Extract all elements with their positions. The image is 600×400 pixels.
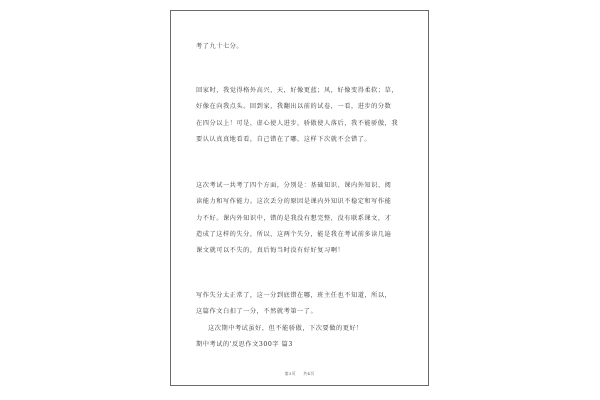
text-line: 课文就可以不失的，真后悔当时没有好好复习啊！ bbox=[196, 247, 345, 254]
text-line: 好像在向我点头。回到家，我翻出以前的试卷，一看，进步的分数 bbox=[196, 103, 392, 110]
text-line: 在四分以上！可是，虚心使人进步，骄傲使人落后，我不能骄傲，我 bbox=[196, 120, 399, 127]
text-line: 这篇作文白扣了一分，不然就考第一了。 bbox=[196, 308, 318, 315]
text-line: 力不好。课内外知识中，错的是我没有想完整，没有联系课文，才 bbox=[196, 215, 392, 222]
page-number: 第3页 bbox=[284, 371, 296, 376]
text-line: 读能力和写作能力。这次丢分的原因是课内外知识不稳定和写作能 bbox=[196, 198, 392, 205]
text-line: 考了九十七分。 bbox=[196, 43, 244, 50]
text-line: 写作失分太正常了，这一分到底错在哪，班主任也不知道，所以， bbox=[196, 292, 392, 299]
page-footer bbox=[171, 371, 428, 377]
document-page bbox=[170, 10, 429, 386]
text-line: 造成了这样的失分，所以，这两个失分，能是我在考试前多读几遍 bbox=[196, 231, 392, 238]
text-line: 这次考试一共考了四个方面，分别是：基础知识、课内外知识、阅 bbox=[196, 182, 392, 189]
text-line: 这次期中考试虽好，但不能骄傲，下次要做的更好！ bbox=[208, 325, 363, 332]
page-total: 共4页 bbox=[303, 371, 315, 376]
text-line: 要认认真真地看看，自己错在了哪，这样下次就不会错了。 bbox=[196, 136, 372, 143]
section-heading: 期中考试的'反思作文300字 篇3 bbox=[196, 341, 293, 348]
text-line: 回家时，我觉得格外高兴，天，好像更蓝；风，好像变得柔软；草， bbox=[196, 87, 399, 94]
